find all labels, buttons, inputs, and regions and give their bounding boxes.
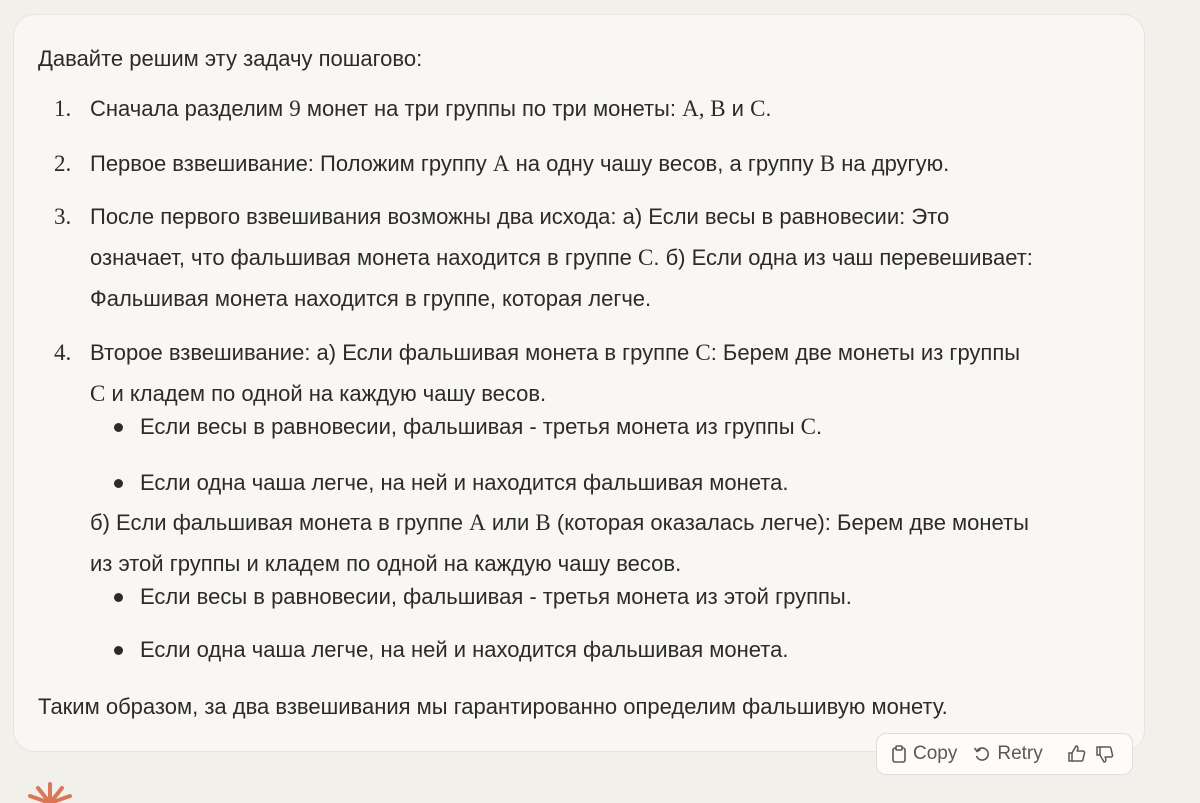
math-fragment: C	[638, 245, 654, 270]
text-fragment: Если весы в равновесии, фальшивая - третья монета из группы	[140, 414, 801, 439]
math-fragment: A, B	[682, 96, 726, 121]
message-actions	[876, 733, 1133, 775]
list-item	[114, 581, 852, 634]
text-fragment: Если весы в равновесии, фальшивая - третья монета из этой группы.	[140, 584, 852, 609]
text-fragment: . б) Если одна из чаш перевешивает: Фальшивая монета находится в группе, которая легче.	[90, 245, 1033, 311]
text-fragment: и кладем по одной на каждую чашу весов.	[105, 381, 547, 406]
text-fragment: Второе взвешивание: а) Если фальшивая монета в группе	[90, 340, 696, 365]
copy-label: Copy	[913, 743, 958, 764]
bullet-dot	[114, 646, 123, 655]
text-fragment: монет на три группы по три монеты:	[300, 96, 683, 121]
text-fragment: : Берем две монеты из группы	[710, 340, 1021, 365]
math-fragment: B	[535, 510, 551, 535]
math-fragment: A	[492, 151, 510, 176]
step-4	[38, 332, 1038, 414]
step-4-case-b	[90, 502, 1050, 584]
text-fragment: После первого взвешивания возможны два исхода: а) Если весы в равновесии: Это означает, что фальшивая монета находится в группе	[90, 204, 950, 270]
message-conclusion: Таким образом, за два взвешивания мы гарантированно определим фальшивую монету.	[38, 694, 948, 719]
retry-icon	[973, 745, 991, 763]
step-text	[90, 88, 1040, 129]
list-item	[114, 467, 822, 499]
text-fragment: .	[815, 414, 823, 439]
clipboard-icon	[891, 745, 907, 763]
math-fragment: B	[819, 151, 836, 176]
bullet-dot	[114, 479, 123, 488]
thumbs-down-icon	[1095, 744, 1115, 764]
step-number: 3.	[54, 204, 72, 229]
step-text	[90, 143, 1040, 184]
text-fragment: и	[725, 96, 751, 121]
text-fragment: на одну чашу весов, а группу	[509, 151, 820, 176]
step-number: 2.	[54, 151, 72, 176]
text-fragment: б) Если фальшивая монета в группе	[90, 510, 470, 535]
text-fragment: Сначала разделим	[90, 96, 290, 121]
text-fragment: .	[765, 96, 772, 121]
math-fragment: C	[695, 340, 711, 365]
math-fragment: C	[800, 414, 816, 439]
step-text	[90, 332, 1040, 414]
math-fragment: A	[469, 510, 486, 535]
thumbs-up-icon	[1067, 744, 1087, 764]
copy-button[interactable]	[891, 743, 957, 765]
bullet-list-b	[114, 581, 852, 666]
math-fragment: 9	[289, 96, 301, 121]
text-fragment: на другую.	[835, 151, 950, 176]
bullet-dot	[114, 593, 123, 602]
math-fragment: C	[90, 381, 106, 406]
text-fragment: или	[485, 510, 536, 535]
list-item	[114, 634, 852, 666]
text-fragment: (которая оказалась легче): Берем две монеты из этой группы и кладем по одной на каждую чашу весов.	[90, 510, 1029, 576]
math-fragment: C	[750, 96, 766, 121]
bullet-list-a	[114, 411, 822, 499]
retry-button[interactable]	[973, 743, 1042, 765]
step-2	[38, 143, 1038, 184]
message-intro: Давайте решим эту задачу пошагово:	[38, 46, 423, 71]
bullet-dot	[114, 423, 123, 432]
retry-label: Retry	[997, 743, 1043, 764]
step-number: 1.	[54, 96, 72, 121]
text-fragment: Первое взвешивание: Положим группу	[90, 151, 493, 176]
thumbs-down-button[interactable]	[1095, 744, 1115, 764]
text-fragment: Если одна чаша легче, на ней и находится фальшивая монета.	[140, 470, 789, 495]
text-fragment: Если одна чаша легче, на ней и находится фальшивая монета.	[140, 637, 789, 662]
assistant-message	[13, 14, 1145, 752]
list-item	[114, 411, 822, 467]
step-3	[38, 196, 1038, 319]
step-1	[38, 88, 1038, 129]
step-number: 4.	[54, 340, 72, 365]
claude-logo-icon	[26, 780, 76, 803]
thumbs-up-button[interactable]	[1067, 744, 1087, 764]
step-text	[90, 196, 1040, 319]
